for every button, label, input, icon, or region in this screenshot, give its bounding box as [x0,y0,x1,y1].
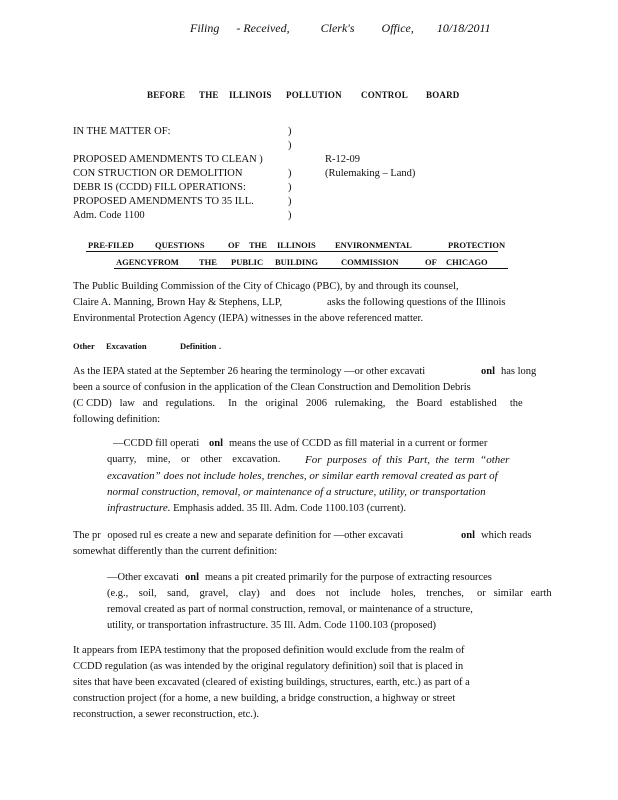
prefiled-word: THE [249,240,267,250]
text-segment: onl [461,530,476,541]
caption-paren: ) [288,210,292,221]
text-segment: means the use of CCDD as fill material in a current or former [229,438,488,449]
text-segment: For purposes of this Part, the term “other [305,454,510,466]
text-line: removal created as part of normal construction, removal, or maintenance of a structure, [107,604,473,615]
text-line: been a source of confusion in the application of the Clean Construction and Demolition Debris [73,382,471,393]
text-line: CCDD regulation (as was intended by the original regulatory definition) soil that is placed in [73,661,464,672]
caption-line: PROPOSED AMENDMENTS TO 35 ILL. [73,196,254,207]
section-word: Other [73,341,95,351]
caption-paren: ) [288,140,292,151]
caption-left [73,125,263,223]
board-word: BEFORE [147,90,186,100]
quote-1 [107,436,539,517]
prefiled-word: BUILDING [275,257,318,267]
text-segment: which reads [481,530,532,541]
text-line: The Public Building Commission of the City of Chicago (PBC), by and through its counsel, [73,281,459,292]
paragraph-3 [73,643,541,723]
board-word: THE [199,90,219,100]
prefiled-word: THE [199,257,217,267]
text-line: (e.g., soil, sand, gravel, clay) and does not include holes, trenches, or similar earth [107,588,552,599]
prefiled-word: COMMISSION [341,257,399,267]
board-word: CONTROL [361,90,408,100]
quote-2 [107,570,552,634]
text-line: sites that have been excavated (cleared of existing buildings, structures, earth, etc.) as part of a [73,677,470,688]
caption-paren: ) [288,196,292,207]
text-segment: infrastructure. [107,502,171,514]
prefiled-word: PRE-FILED [88,240,134,250]
prefiled-word: AGENCYFROM [116,257,179,267]
prefiled-word: ENVIRONMENTAL [335,240,412,250]
text-segment: —Other excavati [107,572,180,583]
text-line [107,452,539,468]
heading-rule [114,268,508,269]
caption-paren: ) [288,182,292,193]
text-line: It appears from IEPA testimony that the proposed definition would exclude from the realm of [73,645,465,656]
section-word: . [219,341,222,351]
text-segment: —CCDD fill operati [113,438,200,449]
heading-rule [86,251,498,252]
text-line: Environmental Protection Agency (IEPA) witnesses in the above referenced matter. [73,313,424,324]
text-segment: Claire A. Manning, Brown Hay & Stephens, LLP, [73,297,283,308]
header-filing: Filing [190,21,220,35]
text-segment: The pr [73,530,101,541]
board-word: BOARD [426,90,460,100]
board-word: ILLINOIS [229,90,272,100]
header-office: Office, [381,21,414,35]
text-segment: Emphasis added. 35 Ill. Adm. Code 1100.103 (current). [173,503,406,514]
paragraph-2 [73,528,541,560]
text-segment: oposed rul es create a new and separate definition for —other excavati [107,530,404,541]
text-line [113,436,545,452]
text-line: following definition: [73,414,161,425]
section-word: Definition [180,341,217,351]
prefiled-word: OF [228,240,240,250]
caption-paren: ) [288,126,292,137]
board-word: POLLUTION [286,90,342,100]
prefiled-word: CHICAGO [446,257,488,267]
text-line [73,295,541,311]
text-line: normal construction, removal, or maintenance of a structure, utility, or transportation [107,486,486,498]
text-line [73,528,541,544]
header-received: - Received, [236,21,290,35]
text-segment: has long [501,366,537,377]
text-line: somewhat differently than the current definition: [73,546,278,557]
prefiled-word: OF [425,257,437,267]
paragraph-1 [73,364,541,428]
prefiled-word: PROTECTION [448,240,506,250]
text-segment: onl [209,438,224,449]
prefiled-word: PUBLIC [231,257,264,267]
caption-paren [288,153,292,167]
caption-line [73,139,263,153]
header-date: 10/18/2011 [436,21,491,35]
text-segment: As the IEPA stated at the September 26 hearing the terminology —or other excavati [73,366,426,377]
text-segment: quarry, mine, or other excavation. [107,454,281,465]
text-line: construction project (for a home, a new building, a bridge construction, a highway or street [73,693,456,704]
caption-right [325,153,415,181]
text-line [73,364,541,380]
caption-line: PROPOSED AMENDMENTS TO CLEAN ) [73,154,263,165]
prefiled-word: ILLINOIS [277,240,316,250]
text-line: reconstruction, a sewer reconstruction, etc.). [73,709,260,720]
intro-paragraph [73,279,541,327]
text-line: utility, or transportation infrastructure. 35 Ill. Adm. Code 1100.103 (proposed) [107,620,437,631]
text-segment: onl [481,366,496,377]
caption-line: Adm. Code 1100 [73,210,145,221]
docket-number: R-12-09 [325,154,360,165]
text-line [107,500,539,517]
caption-paren: ) [288,168,292,179]
caption-parens [288,125,292,223]
text-segment: asks the following questions of the Illinois [327,297,506,308]
text-line [107,570,539,586]
caption-line: IN THE MATTER OF: [73,126,171,137]
filing-header [190,20,491,37]
section-word: Excavation [106,341,147,351]
caption-line: CON STRUCTION OR DEMOLITION [73,168,243,179]
text-line: excavation” does not include holes, trenches, or similar earth removal created as part of [107,470,498,482]
prefiled-word: QUESTIONS [155,240,205,250]
caption-line: DEBR IS (CCDD) FILL OPERATIONS: [73,182,246,193]
text-segment: onl [185,572,200,583]
rulemaking-type: (Rulemaking – Land) [325,168,416,179]
text-segment: means a pit created primarily for the purpose of extracting resources [205,572,492,583]
header-clerks: Clerk's [320,21,355,35]
text-line: (C CDD) law and regulations. In the original 2006 rulemaking, the Board established the [73,398,523,409]
